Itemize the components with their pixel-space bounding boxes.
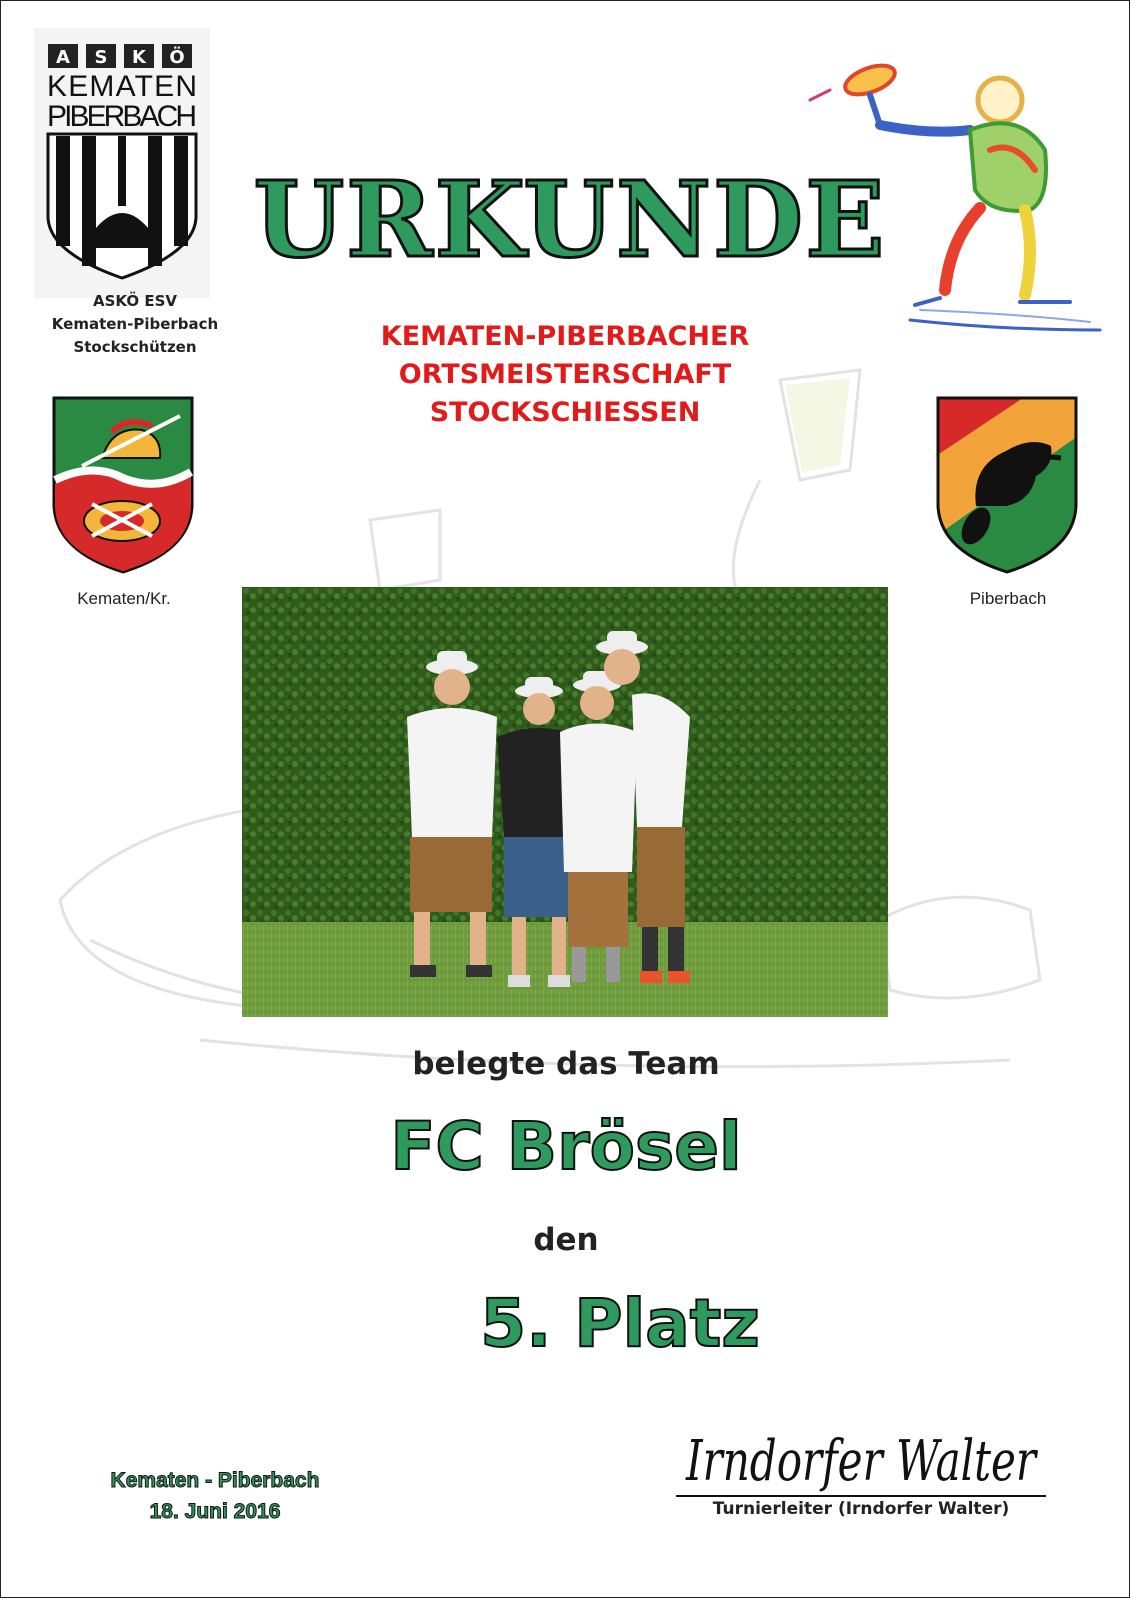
svg-text:Ö: Ö (169, 47, 185, 68)
certificate-title: URKUNDE (253, 158, 887, 281)
event-line2: ORTSMEISTERSCHAFT (398, 359, 732, 390)
event-name (330, 318, 800, 432)
piberbach-crest-caption: Piberbach (969, 589, 1047, 608)
placement: 5. Platz (480, 1285, 760, 1362)
club-logo (34, 28, 210, 298)
result-connector: den (533, 1222, 599, 1258)
logo-letter-boxes (48, 44, 192, 68)
location: Kematen - Piberbach (110, 1469, 320, 1492)
logo-name-kematen: KEMATEN (47, 70, 197, 103)
kematen-crest-caption: Kematen/Kr. (77, 589, 171, 608)
club-caption (40, 290, 230, 359)
post-horn-icon (84, 501, 160, 541)
club-caption-line3: Stockschützen (73, 338, 197, 356)
svg-text:A: A (56, 47, 70, 68)
location-date (60, 1465, 370, 1527)
piberbach-crest (936, 396, 1078, 574)
signature-line (676, 1495, 1046, 1497)
svg-text:K: K (132, 47, 146, 68)
logo-name-piberbach: PIBERBACH (47, 100, 197, 133)
svg-text:S: S (94, 47, 108, 68)
svg-text:Irndorfer Walter: Irndorfer Walter (685, 1429, 1039, 1494)
team-name: FC Brösel (390, 1108, 742, 1185)
stock-player-illustration (800, 40, 1110, 350)
result-intro: belegte das Team (412, 1046, 720, 1082)
event-line1: KEMATEN-PIBERBACHER (380, 321, 750, 352)
signature (676, 1380, 1046, 1498)
team-photo (242, 587, 888, 1017)
date: 18. Juni 2016 (149, 1500, 281, 1523)
club-caption-line1: ASKÖ ESV (93, 292, 177, 310)
club-caption-line2: Kematen-Piberbach (51, 315, 219, 333)
kematen-crest (52, 396, 194, 574)
event-line3: STOCKSCHIESSEN (429, 397, 701, 428)
signature-caption: Turnierleiter (Irndorfer Walter) (712, 1499, 1010, 1519)
